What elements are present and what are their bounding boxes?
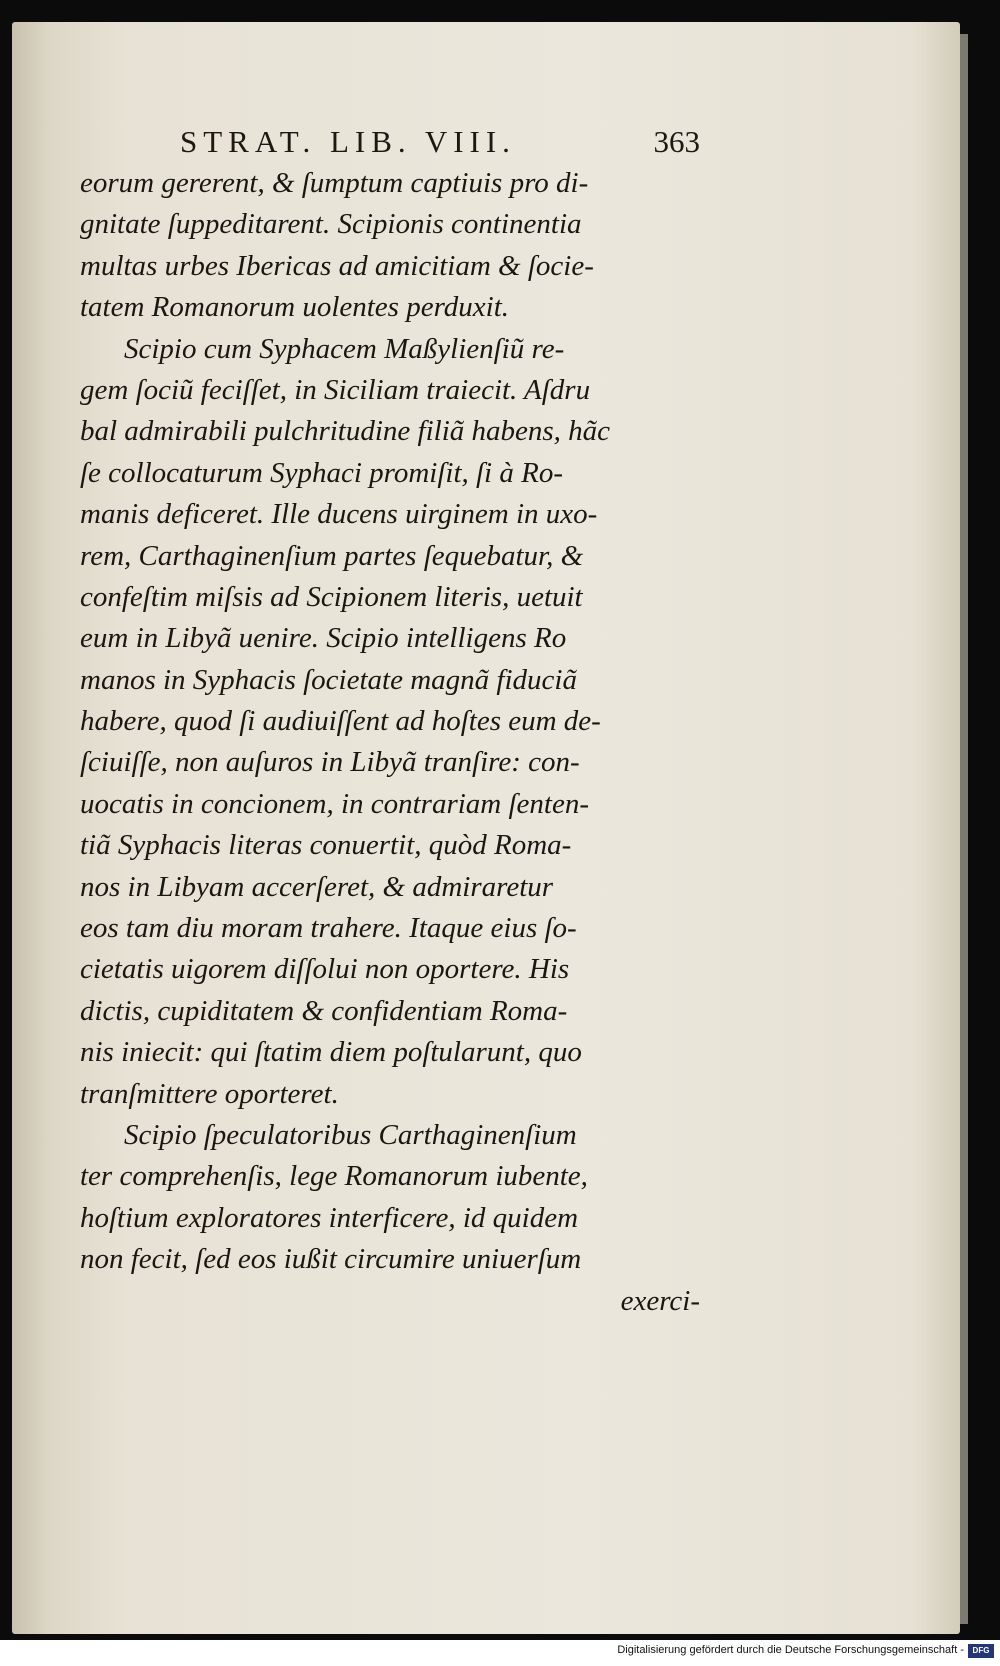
text-line: confeſtim miſsis ad Scipionem literis, uetuit: [80, 580, 583, 613]
text-line: gnitate ſuppeditarent. Scipionis continentia: [80, 208, 582, 241]
text-line: Scipio ſpeculatoribus Carthaginenſium: [124, 1118, 577, 1151]
text-line: ter comprehenſis, lege Romanorum iubente,: [80, 1160, 588, 1193]
footer-bar: [0, 1640, 1000, 1666]
dfg-logo: DFG: [968, 1644, 994, 1658]
text-line: hoſtium exploratores interficere, id quidem: [80, 1201, 579, 1234]
text-line: Scipio cum Syphacem Maßylienſiũ re-: [124, 332, 565, 365]
text-line: bal admirabili pulchritudine filiã habens, hãc: [80, 415, 611, 448]
text-line: tranſmittere oporteret.: [80, 1077, 339, 1110]
body-text: [80, 163, 700, 1322]
text-line: ſe collocaturum Syphaci promiſit, ſi à Ro-: [80, 456, 563, 489]
text-line: eorum gererent, & ſumptum captiuis pro di-: [80, 167, 589, 199]
text-line: uocatis in concionem, in contrariam ſenten-: [80, 787, 590, 820]
catchword: exerci-: [620, 1284, 700, 1317]
text-line: multas urbes Ibericas ad amicitiam & ſocie-: [80, 249, 594, 282]
text-line: dictis, cupiditatem & confidentiam Roma-: [80, 994, 568, 1027]
text-line: habere, quod ſi audiuiſſent ad hoſtes eum de-: [80, 705, 601, 738]
text-line: tiã Syphacis literas conuertit, quòd Roma-: [80, 829, 572, 862]
text-line: ſciuiſſe, non auſuros in Libyã tranſire: con-: [80, 746, 580, 779]
digitization-credit: Digitalisierung gefördert durch die Deutsche Forschungsgemeinschaft -: [617, 1644, 964, 1656]
text-line: rem, Carthaginenſium partes ſequebatur, &: [80, 539, 584, 572]
text-line: cietatis uigorem diſſolui non oportere. His: [80, 953, 570, 986]
page-number: 363: [653, 124, 700, 159]
text-line: manos in Syphacis ſocietate magnã fiduciã: [80, 663, 577, 696]
text-line: eum in Libyã uenire. Scipio intelligens Ro: [80, 622, 567, 655]
text-line: manis deficeret. Ille ducens uirginem in uxo-: [80, 498, 598, 531]
text-line: tatem Romanorum uolentes perduxit.: [80, 291, 510, 324]
running-title: STRAT. LIB. VIII.: [180, 124, 516, 159]
text-line: non fecit, ſed eos iußit circumire uniuerſum: [80, 1243, 582, 1276]
page-header: [180, 124, 700, 160]
text-line: eos tam diu moram trahere. Itaque eius ſo-: [80, 912, 577, 945]
text-line: nos in Libyam accerſeret, & admiraretur: [80, 870, 554, 903]
page-edge: [960, 34, 968, 1624]
text-line: gem ſociũ feciſſet, in Siciliam traiecit. Aſdru: [80, 373, 591, 406]
text-line: nis iniecit: qui ſtatim diem poſtularunt, quo: [80, 1036, 582, 1069]
